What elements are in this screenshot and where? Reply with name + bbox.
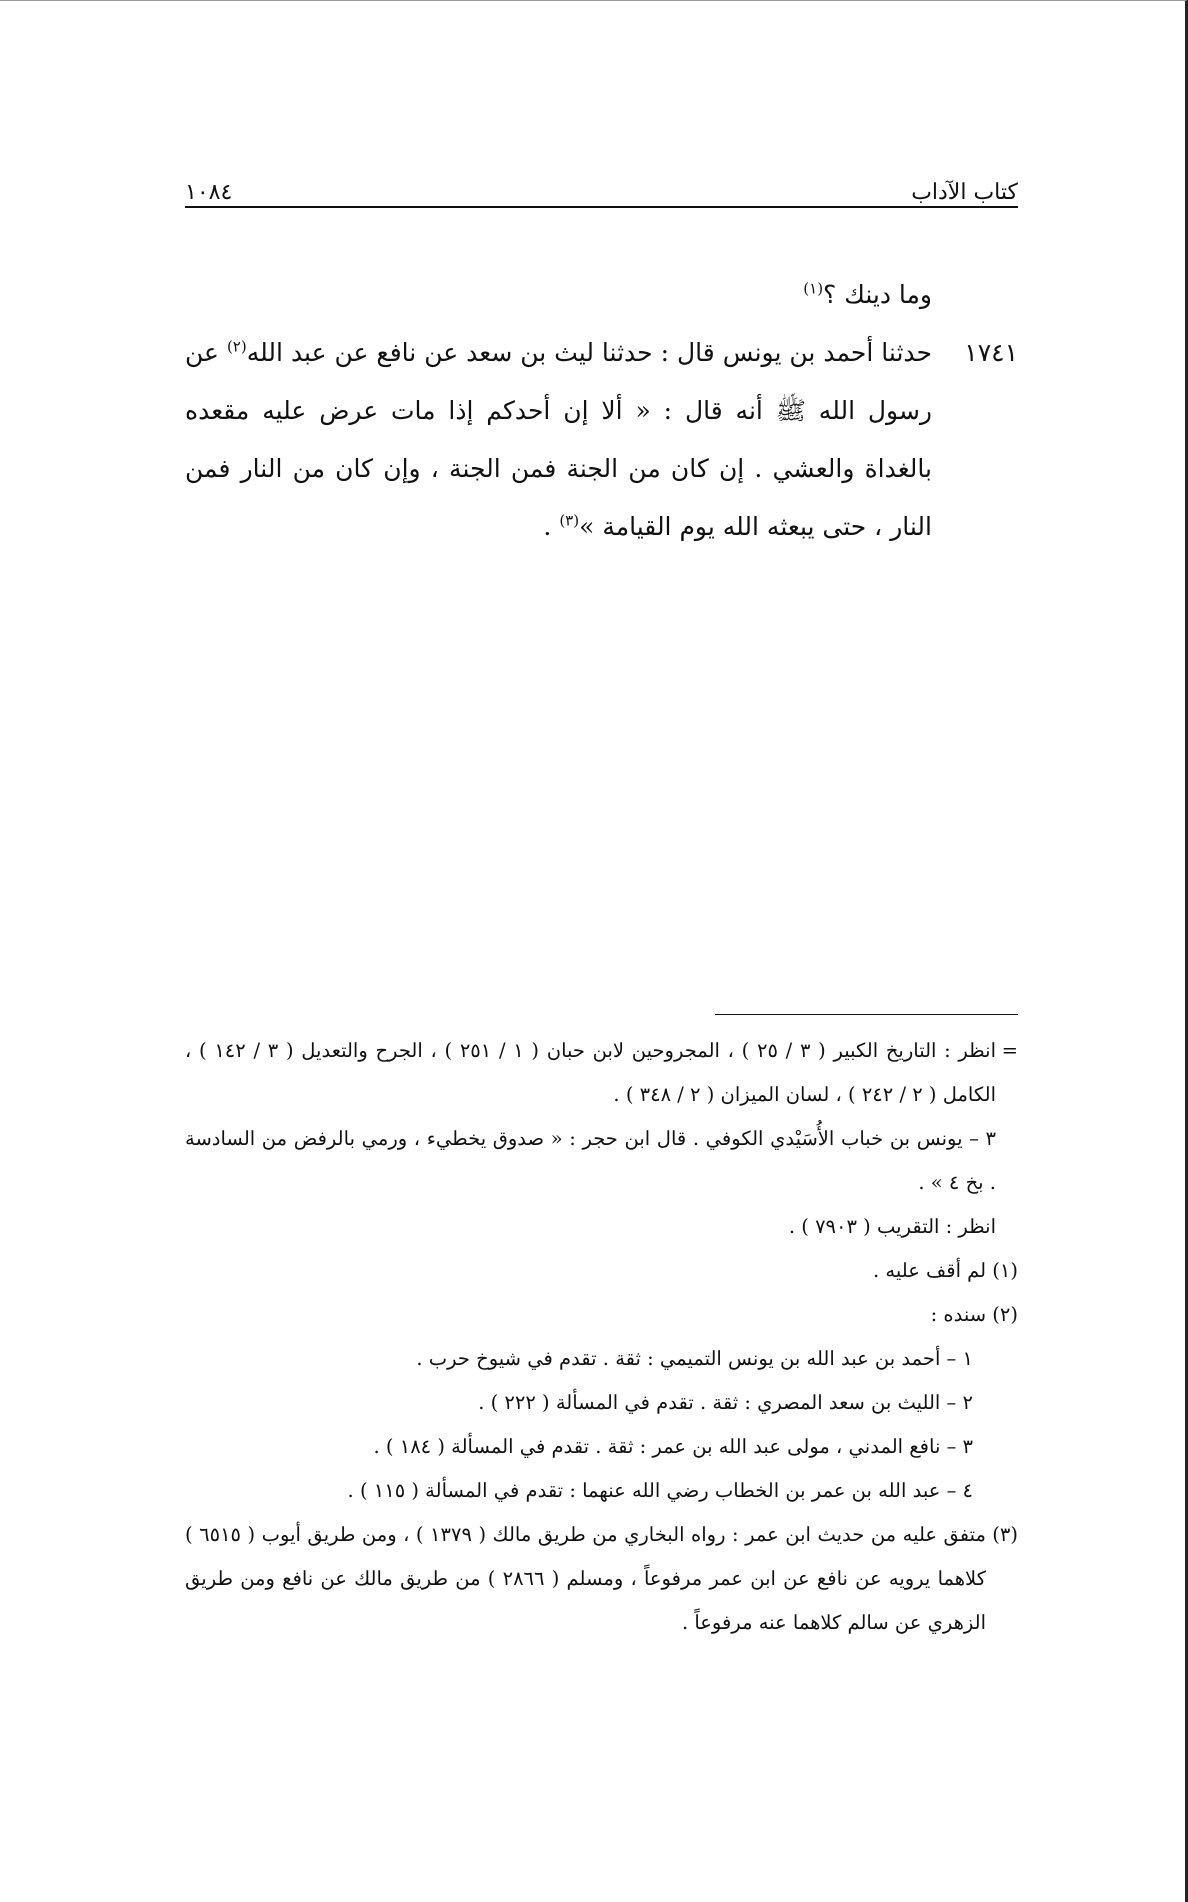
- hadith-text-part1: حدثنا أحمد بن يونس قال : حدثنا ليث بن سعد عن نافع عن عبد الله: [246, 338, 932, 367]
- footnote-1-text: (١) لم أقف عليه .: [873, 1259, 1018, 1282]
- footnote-ref-2: (٢): [226, 337, 247, 356]
- hadith-paragraph: [185, 324, 1018, 556]
- chain-item: [185, 1469, 1018, 1513]
- footnote-2-heading-text: (٢) سنده :: [930, 1303, 1018, 1326]
- chain-item: [185, 1337, 1018, 1381]
- footnote-2-heading: [185, 1293, 1018, 1337]
- page-number: ١٠٨٤: [185, 180, 233, 205]
- opening-line-text: وما دينك ؟: [823, 280, 932, 309]
- footnote-yunus-ref: [185, 1205, 1018, 1249]
- chain-item-text: ٢ – الليث بن سعد المصري : ثقة . تقدم في المسألة ( ٢٢٢ ) .: [478, 1391, 973, 1414]
- continuation-mark: =: [1001, 1039, 1018, 1062]
- hadith-text-end: .: [543, 512, 560, 541]
- footnotes: [185, 1029, 1018, 1645]
- footnote-ref-3: (٣): [559, 511, 580, 530]
- yunus-ref-text: انظر : التقريب ( ٧٩٠٣ ) .: [788, 1215, 996, 1238]
- hadith-text-part2: عن رسول الله ﷺ أنه قال : « ألا إن أحدكم إذا مات عرض عليه مقعده بالغداة والعشي . إن كان من الجنة فمن الجنة ، وإن كان من النار فمن النار ، حتى يبعثه الله يوم القيامة »: [185, 338, 932, 541]
- continuation-text: انظر : التاريخ الكبير ( ٣ / ٢٥ ) ، المجروحين لابن حبان ( ١ / ٢٥١ ) ، الجرح والتعديل ( ٣ / ١٤٢ ) ، الكامل ( ٢ / ٢٤٢ ) ، لسان الميزان ( ٢ / ٣٤٨ ) .: [185, 1039, 997, 1106]
- footnote-ref-1: (١): [803, 279, 824, 298]
- hadith-number: ١٧٤١: [964, 338, 1018, 367]
- header-title: كتاب الآداب: [911, 180, 1018, 205]
- header-rule: [185, 206, 1018, 208]
- chain-item-text: ١ – أحمد بن عبد الله بن يونس التميمي : ثقة . تقدم في شيوخ حرب .: [416, 1347, 973, 1370]
- chain-item: [185, 1381, 1018, 1425]
- chain-item-text: ٣ – نافع المدني ، مولى عبد الله بن عمر : ثقة . تقدم في المسألة ( ١٨٤ ) .: [373, 1435, 973, 1458]
- main-text: [185, 266, 1018, 556]
- footnote-3-text: متفق عليه من حديث ابن عمر : رواه البخاري من طريق مالك ( ١٣٧٩ ) ، ومن طريق أيوب ( ٦٥١٥ ) كلاهما يرويه عن نافع عن ابن عمر مرفوعاً ، ومسلم ( ٢٨٦٦ ) من طريق مالك عن نافع ومن طريق الزهري عن سالم كلاهما عنه مرفوعاً .: [185, 1523, 986, 1634]
- opening-line: [185, 266, 1018, 324]
- footnote-separator: [715, 1014, 1018, 1015]
- footnote-yunus: [185, 1117, 1018, 1205]
- footnote-3-mark: (٣): [992, 1523, 1018, 1546]
- footnote-continuation: [185, 1029, 1018, 1117]
- yunus-text: ٣ – يونس بن خباب الأُسَيْدي الكوفي . قال ابن حجر : « صدوق يخطيء ، ورمي بالرفض من السادسة . بخ ٤ » .: [185, 1127, 996, 1194]
- chain-item: [185, 1425, 1018, 1469]
- chain-item-text: ٤ – عبد الله بن عمر بن الخطاب رضي الله عنهما : تقدم في المسألة ( ١١٥ ) .: [347, 1479, 973, 1502]
- footnote-3: [185, 1513, 1018, 1645]
- running-header: [185, 163, 1018, 205]
- footnote-1: [185, 1249, 1018, 1293]
